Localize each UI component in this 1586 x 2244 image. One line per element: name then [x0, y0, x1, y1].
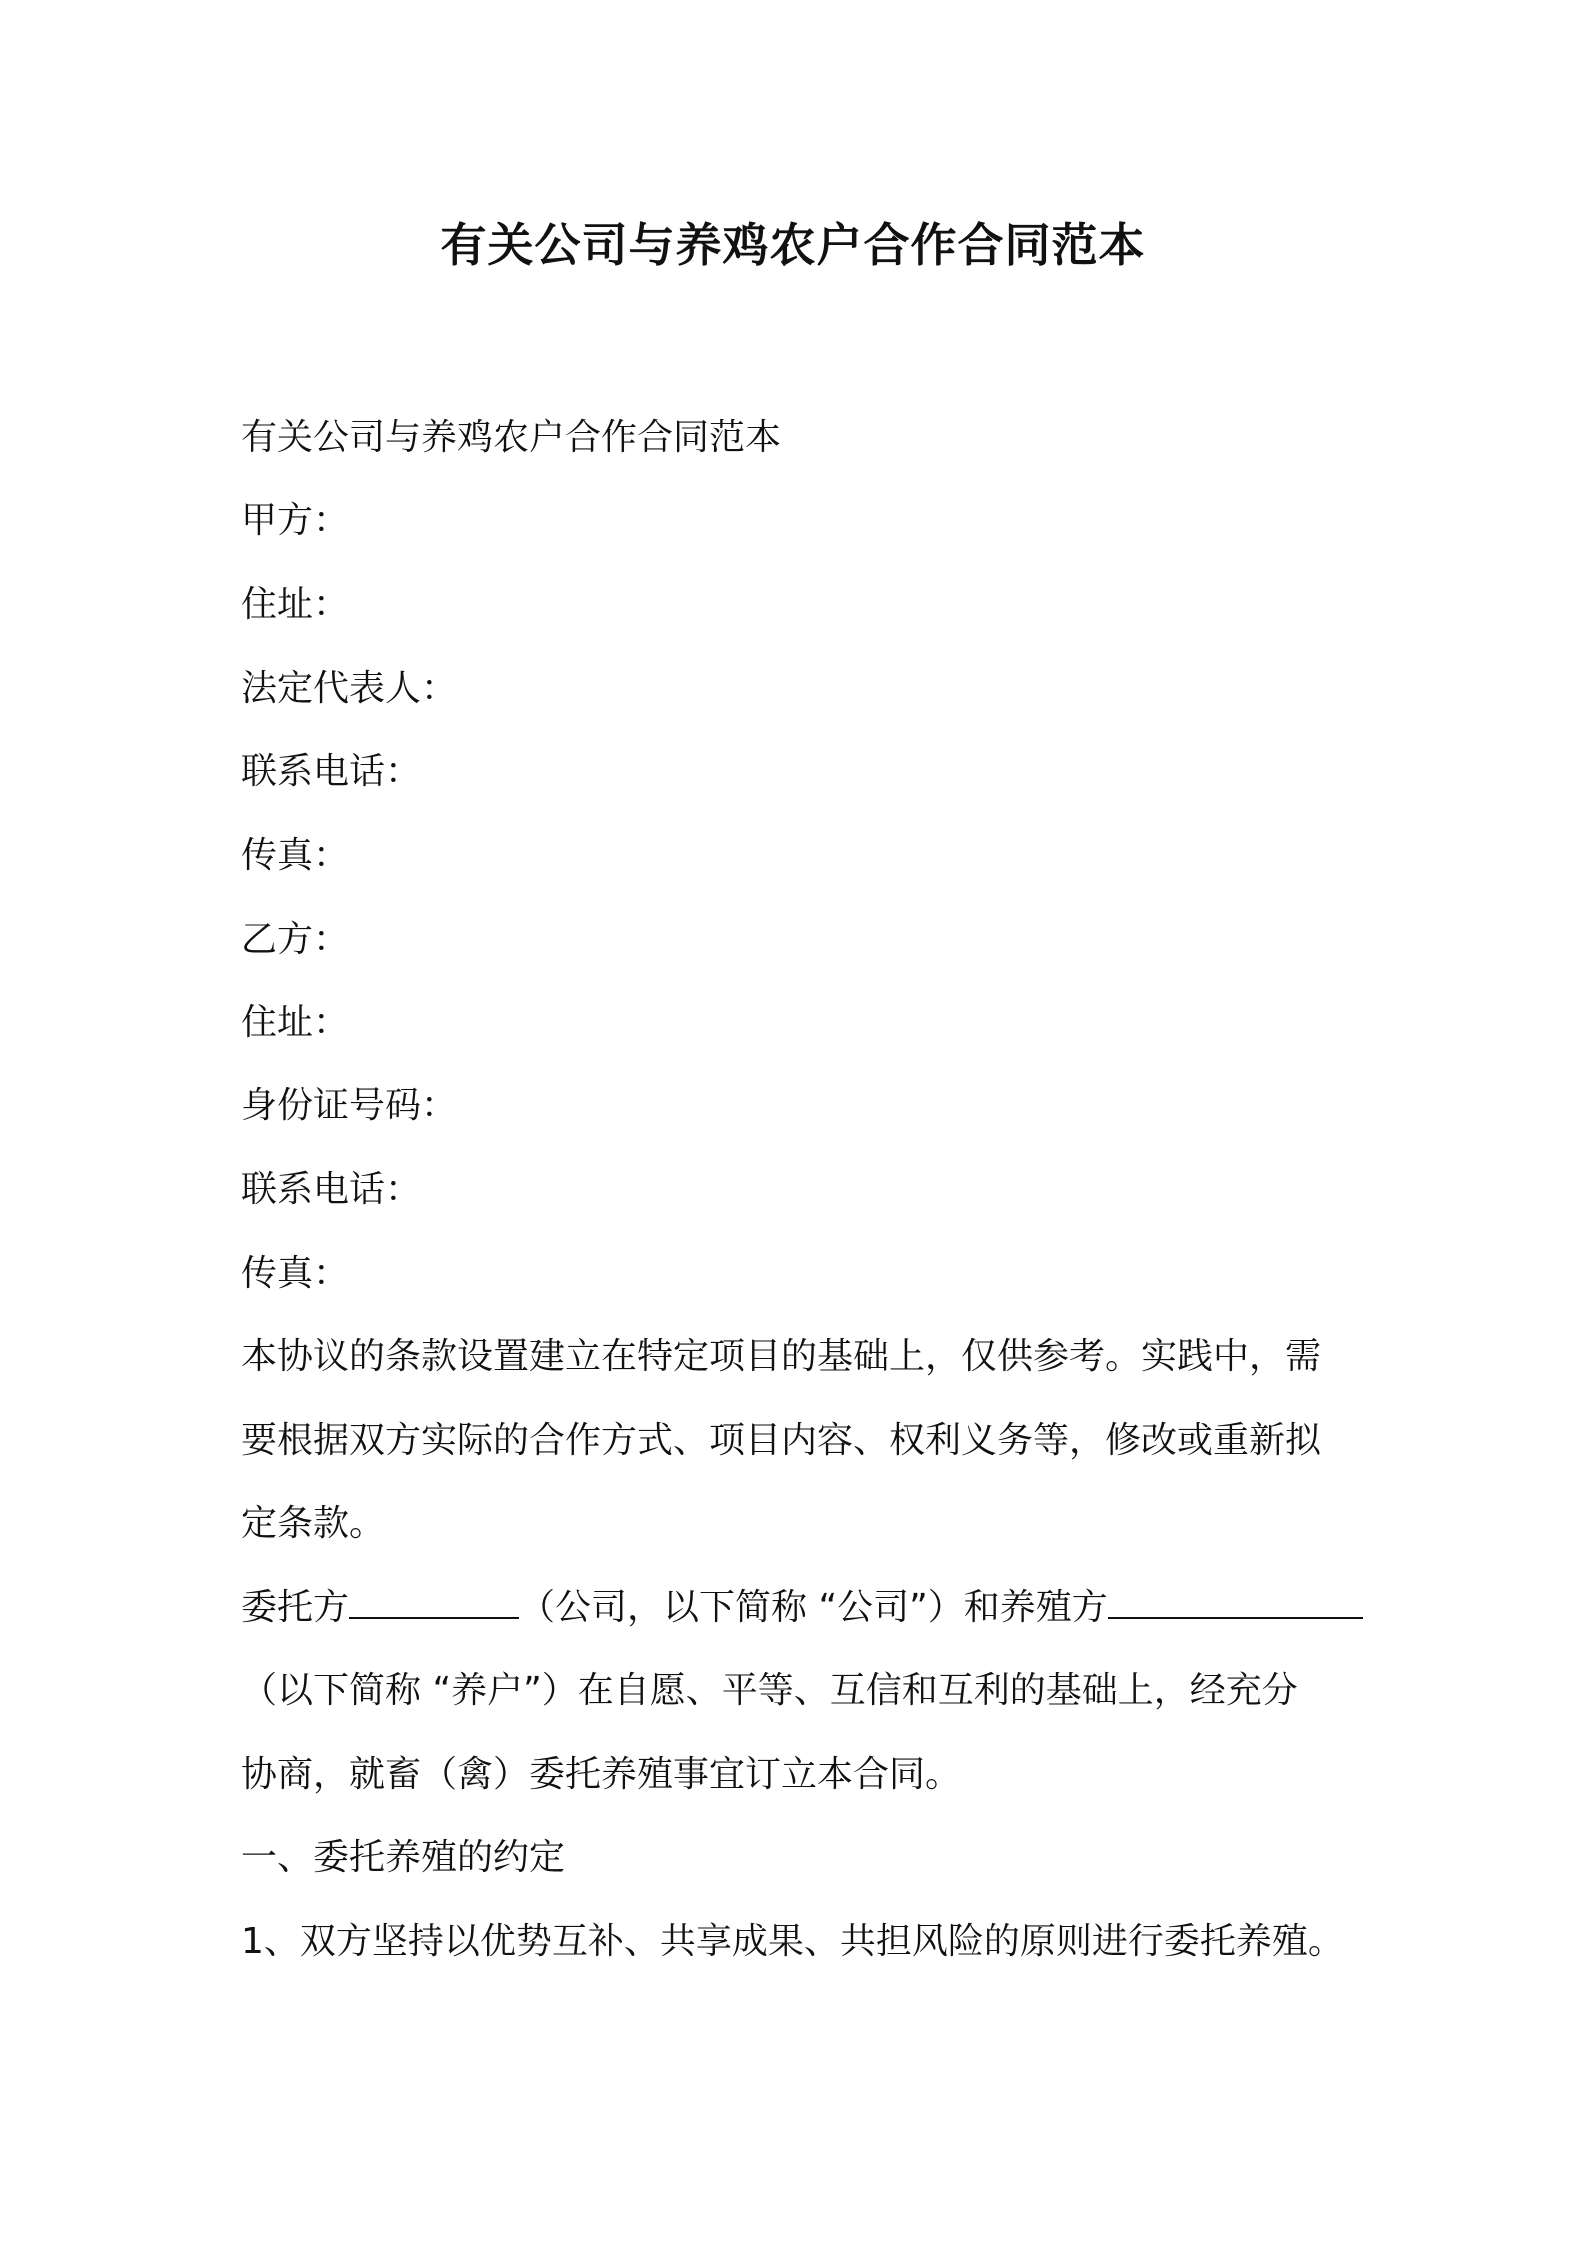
party-a-label: 甲方： [241, 500, 350, 541]
document-subtitle: 有关公司与养鸡农户合作合同范本 [241, 417, 782, 458]
breeder-blank [1108, 1587, 1363, 1619]
party-a-address-label: 住址： [241, 584, 350, 625]
party-a-legal-rep-label: 法定代表人： [241, 668, 458, 709]
notice-line-2: 要根据双方实际的合作方式、项目内容、权利义务等，修改或重新拟 [241, 1420, 1322, 1461]
notice-line-1: 本协议的条款设置建立在特定项目的基础上，仅供参考。实践中，需 [241, 1336, 1322, 1377]
party-a-phone-label: 联系电话： [241, 751, 422, 792]
party-b-fax-label: 传真： [241, 1253, 350, 1294]
preamble-entrusting-party: 委托方 [241, 1587, 350, 1628]
notice-line-3: 定条款。 [241, 1503, 386, 1544]
party-b-phone-label: 联系电话： [241, 1169, 422, 1210]
preamble-line-1 [241, 1587, 1361, 1629]
document-title: 有关公司与养鸡农户合作合同范本 [440, 218, 1146, 272]
preamble-line-2: （以下简称 “养户”）在自愿、平等、互信和互利的基础上，经充分 [241, 1670, 1298, 1711]
entrusting-party-blank [349, 1587, 519, 1619]
party-b-id-number-label: 身份证号码： [241, 1085, 458, 1126]
party-a-fax-label: 传真： [241, 835, 350, 876]
party-b-address-label: 住址： [241, 1002, 350, 1043]
section-1-clause-1: 1、双方坚持以优势互补、共享成果、共担风险的原则进行委托养殖。 [241, 1921, 1344, 1962]
preamble-line-3: 协商，就畜（禽）委托养殖事宜订立本合同。 [241, 1754, 962, 1795]
party-b-label: 乙方： [241, 919, 350, 960]
section-1-heading: 一、委托养殖的约定 [241, 1837, 566, 1878]
preamble-company-clause: （公司，以下简称 “公司”）和养殖方 [519, 1587, 1108, 1628]
